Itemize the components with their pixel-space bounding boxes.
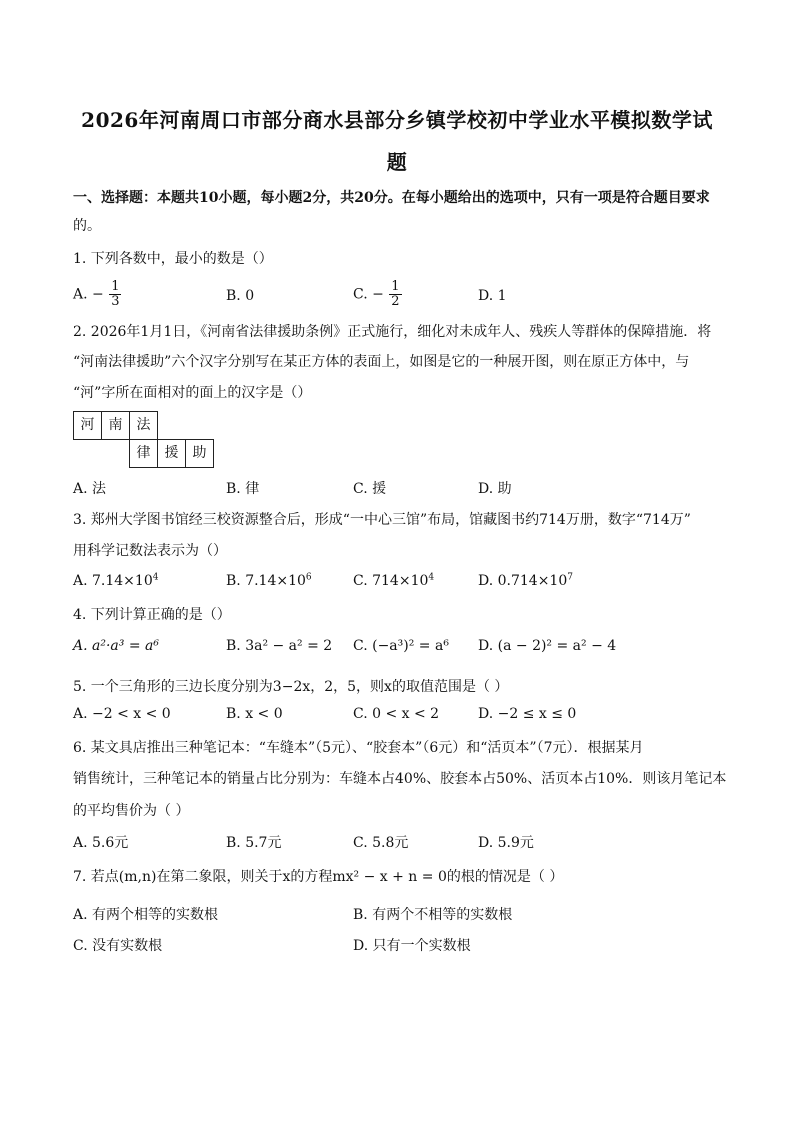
q4-option-b: B. 3a² − a² = 2 — [226, 638, 333, 654]
q6-options — [73, 832, 733, 852]
q3-option-c — [353, 573, 434, 589]
q3-option-d — [478, 573, 573, 589]
q5-option-c: C. 0 < x < 2 — [353, 706, 440, 722]
section-heading: 一、选择题：本题共10小题，每小题2分，共20分。在每小题给出的选项中，只有一项是符合题目要求 — [73, 190, 710, 206]
q6-stem-line1: 6. 某文具店推出三种笔记本：“车缝本”（5元）、“胶套本”（6元）和“活页本”（7元）．根据某月 — [73, 740, 644, 756]
q3-c-base: C. 714×10 — [353, 573, 429, 589]
q1-a-fraction — [109, 280, 121, 309]
q6-option-c: C. 5.8元 — [353, 835, 409, 851]
q1-c-fraction — [389, 280, 401, 309]
q1-option-b: B. 0 — [226, 288, 255, 304]
q1-options — [73, 279, 733, 309]
cube-net-diagram — [73, 411, 215, 469]
q3-stem-line1: 3. 郑州大学图书馆经三校资源整合后，形成“一中心三馆”布局，馆藏图书约714万册，数字“714万” — [73, 512, 691, 528]
q3-option-b — [226, 573, 312, 589]
net-cell-5: 援 — [157, 439, 186, 468]
net-cell-4: 律 — [129, 439, 158, 468]
q2-option-a: A. 法 — [73, 481, 107, 497]
q7-option-c: C. 没有实数根 — [73, 938, 163, 954]
q3-d-exp: 7 — [567, 572, 573, 583]
section-heading-cont: 的。 — [73, 218, 101, 234]
q5-option-b: B. x < 0 — [226, 706, 283, 722]
q7-options-row2 — [73, 935, 733, 955]
q5-stem: 5. 一个三角形的三边长度分别为3−2x，2，5，则x的取值范围是（ ） — [73, 679, 509, 695]
exam-title-line2: 题 — [386, 150, 408, 174]
q1-stem: 1. 下列各数中，最小的数是（） — [73, 251, 273, 267]
q3-options — [73, 573, 733, 593]
q2-option-b: B. 律 — [226, 481, 260, 497]
q2-options — [73, 478, 733, 498]
q1-option-c — [353, 280, 402, 309]
q1-c-sign: C. − — [353, 286, 384, 303]
q2-stem-line3: “河”字所在面相对的面上的汉字是（） — [73, 385, 312, 401]
q1-c-num: 1 — [391, 279, 400, 294]
q3-d-base: D. 0.714×10 — [478, 573, 568, 589]
q6-option-b: B. 5.7元 — [226, 835, 282, 851]
q3-c-exp: 4 — [428, 572, 435, 583]
q4-option-d: D. (a − 2)² = a² − 4 — [478, 638, 617, 654]
q6-option-a: A. 5.6元 — [73, 835, 129, 851]
q5-option-d: D. −2 ≤ x ≤ 0 — [478, 706, 577, 722]
q3-option-a — [73, 573, 158, 589]
q6-option-d: D. 5.9元 — [478, 835, 534, 851]
q5-option-a: A. −2 < x < 0 — [73, 706, 171, 722]
q3-a-base: A. 7.14×10 — [73, 573, 153, 589]
net-cell-2: 南 — [101, 411, 130, 440]
q4-option-a: A. a²·a³ = a⁶ — [73, 638, 159, 654]
q7-option-b: B. 有两个不相等的实数根 — [353, 907, 513, 923]
q2-stem-line1: 2. 2026年1月1日，《河南省法律援助条例》正式施行，细化对未成年人、残疾人等群体的保障措施．将 — [73, 324, 712, 340]
q6-stem-line2: 销售统计，三种笔记本的销量占比分别为：车缝本占40%、胶套本占50%、活页本占10%．则该月笔记本 — [73, 771, 727, 787]
q2-stem-line2: “河南法律援助”六个汉字分别写在某正方体的表面上，如图是它的一种展开图，则在原正方体中，与 — [73, 354, 690, 370]
q1-a-sign: A. − — [73, 286, 104, 303]
net-cell-3: 法 — [129, 411, 158, 440]
exam-title-line1: 2026年河南周口市部分商水县部分乡镇学校初中学业水平模拟数学试 — [81, 108, 713, 132]
q1-a-num: 1 — [111, 279, 120, 294]
net-cell-1: 河 — [73, 411, 102, 440]
q2-option-d: D. 助 — [478, 481, 512, 497]
q7-options-row1 — [73, 904, 733, 924]
q2-option-c: C. 援 — [353, 481, 387, 497]
q7-option-d: D. 只有一个实数根 — [353, 938, 471, 954]
q1-option-a — [73, 280, 121, 309]
q5-options — [73, 706, 733, 726]
q3-b-base: B. 7.14×10 — [226, 573, 306, 589]
q1-c-den: 2 — [391, 294, 400, 309]
q7-option-a: A. 有两个相等的实数根 — [73, 907, 219, 923]
q1-a-den: 3 — [111, 294, 120, 309]
q4-option-c: C. (−a³)² = a⁶ — [353, 638, 449, 654]
q1-option-d: D. 1 — [478, 288, 507, 304]
q3-b-exp: 6 — [305, 572, 312, 583]
q4-options — [73, 638, 733, 658]
q3-stem-line2: 用科学记数法表示为（） — [73, 543, 227, 559]
q6-stem-line3: 的平均售价为（ ） — [73, 803, 190, 819]
q7-stem: 7. 若点(m,n)在第二象限，则关于x的方程mx² − x + n = 0的根的情况是（ ） — [73, 869, 564, 885]
q3-a-exp: 4 — [152, 572, 159, 583]
q4-stem: 4. 下列计算正确的是（） — [73, 607, 231, 623]
net-cell-6: 助 — [185, 439, 214, 468]
